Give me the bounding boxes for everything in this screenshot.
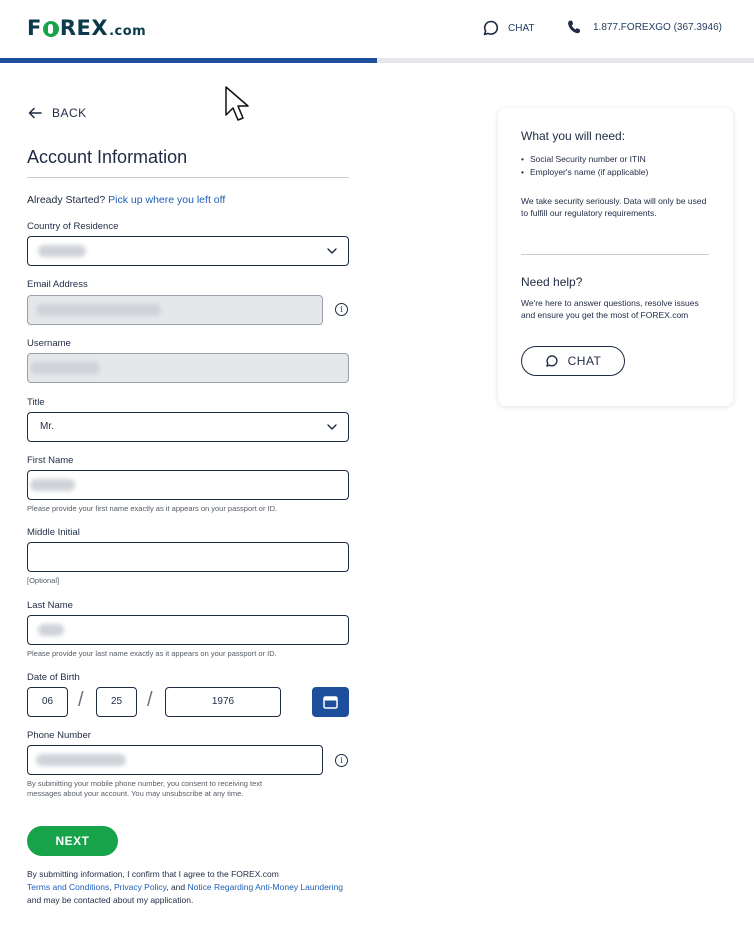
phone-consent-hint — [27, 779, 262, 799]
phone-field[interactable] — [27, 745, 323, 775]
dob-day-input[interactable]: 25 — [96, 687, 137, 717]
first-name-hint: Please provide your first name exactly as it appears on your passport or ID. — [27, 504, 278, 513]
legal-consent-text — [27, 868, 357, 907]
card-chat-label: CHAT — [567, 354, 602, 368]
redacted-value — [36, 754, 126, 766]
first-name-label: First Name — [27, 455, 74, 466]
already-started-label: Already Started? — [27, 194, 106, 206]
middle-initial-hint: [Optional] — [27, 576, 60, 585]
calendar-icon — [323, 695, 338, 709]
help-title: Need help? — [521, 275, 583, 289]
logo-o-mark-icon — [43, 21, 59, 37]
site-header — [0, 0, 754, 58]
last-name-label: Last Name — [27, 600, 73, 611]
already-started-text — [27, 194, 225, 206]
signup-progress-bar — [0, 58, 754, 63]
aml-notice-link[interactable]: Notice Regarding Anti-Money Laundering — [187, 882, 343, 892]
needs-item: • Social Security number or ITIN — [521, 153, 648, 166]
arrow-left-icon — [28, 107, 42, 119]
card-divider — [521, 254, 709, 255]
last-name-hint: Please provide your last name exactly as it appears on your passport or ID. — [27, 649, 277, 658]
phone-label: Phone Number — [27, 730, 91, 741]
country-select[interactable] — [27, 236, 349, 266]
calendar-button[interactable] — [312, 687, 349, 717]
redacted-value — [38, 245, 86, 257]
logo-suffix: .com — [109, 24, 147, 39]
chat-bubble-icon — [545, 354, 559, 368]
legal-separator-2: , and — [166, 882, 188, 892]
middle-initial-field[interactable] — [27, 542, 349, 572]
legal-text-start: By submitting information, I confirm that I agree to the FOREX.com — [27, 869, 279, 879]
header-chat-link[interactable] — [482, 19, 534, 37]
back-label: BACK — [52, 106, 87, 120]
header-phone-link[interactable] — [567, 19, 722, 35]
redacted-value — [38, 624, 64, 636]
chat-bubble-icon — [482, 19, 500, 37]
security-note: We take security seriously. Data will only be used to fulfill our regulatory requirements. — [521, 196, 707, 218]
redacted-value — [36, 304, 161, 316]
phone-info-icon[interactable]: i — [335, 754, 348, 767]
dob-year-input[interactable]: 1976 — [165, 687, 281, 717]
card-chat-button[interactable] — [521, 346, 625, 376]
phone-consent-line-2: messages about your account. You may unsubscribe at any time. — [27, 789, 244, 798]
help-card — [498, 108, 733, 406]
logo-letter-f: F — [27, 16, 42, 40]
username-label: Username — [27, 338, 71, 349]
email-info-icon[interactable]: i — [335, 303, 348, 316]
needs-list — [521, 153, 648, 179]
chevron-down-icon — [326, 421, 338, 433]
page-title: Account Information — [27, 147, 188, 167]
email-field[interactable] — [27, 295, 323, 325]
privacy-link[interactable]: Privacy Policy — [113, 882, 167, 892]
redacted-value — [30, 479, 75, 491]
back-button[interactable] — [28, 106, 87, 120]
resume-application-link[interactable]: Pick up where you left off — [108, 194, 226, 206]
forex-logo[interactable] — [27, 16, 146, 40]
first-name-field[interactable] — [27, 470, 349, 500]
middle-initial-label: Middle Initial — [27, 527, 80, 538]
country-label: Country of Residence — [27, 221, 119, 232]
legal-separator-1: , — [109, 882, 114, 892]
next-button[interactable]: NEXT — [27, 826, 118, 856]
dob-label: Date of Birth — [27, 672, 80, 683]
redacted-value — [30, 362, 100, 374]
title-select-value: Mr. — [40, 421, 54, 432]
title-select[interactable] — [27, 412, 349, 442]
title-field-label: Title — [27, 397, 45, 408]
terms-link[interactable]: Terms and Conditions — [27, 882, 110, 892]
dob-separator: / — [147, 689, 153, 711]
needs-title: What you will need: — [521, 129, 626, 143]
mouse-cursor-icon — [224, 85, 250, 123]
logo-letters-rex: REX — [59, 16, 109, 40]
phone-icon — [567, 19, 581, 35]
dob-separator: / — [78, 689, 84, 711]
last-name-field[interactable] — [27, 615, 349, 645]
username-field[interactable] — [27, 353, 349, 383]
signup-progress-fill — [0, 58, 377, 63]
chevron-down-icon — [326, 245, 338, 257]
needs-item: • Employer's name (if applicable) — [521, 166, 648, 179]
phone-consent-line-1: By submitting your mobile phone number, you consent to receiving text — [27, 779, 263, 788]
legal-text-end: and may be contacted about my application. — [27, 895, 194, 905]
dob-month-input[interactable]: 06 — [27, 687, 68, 717]
title-divider — [27, 177, 349, 178]
help-text: We're here to answer questions, resolve issues and ensure you get the most of FOREX.com — [521, 298, 699, 320]
header-phone-number: 1.877.FOREXGO (367.3946) — [593, 21, 722, 33]
header-chat-label: CHAT — [508, 22, 535, 34]
email-label: Email Address — [27, 279, 88, 290]
